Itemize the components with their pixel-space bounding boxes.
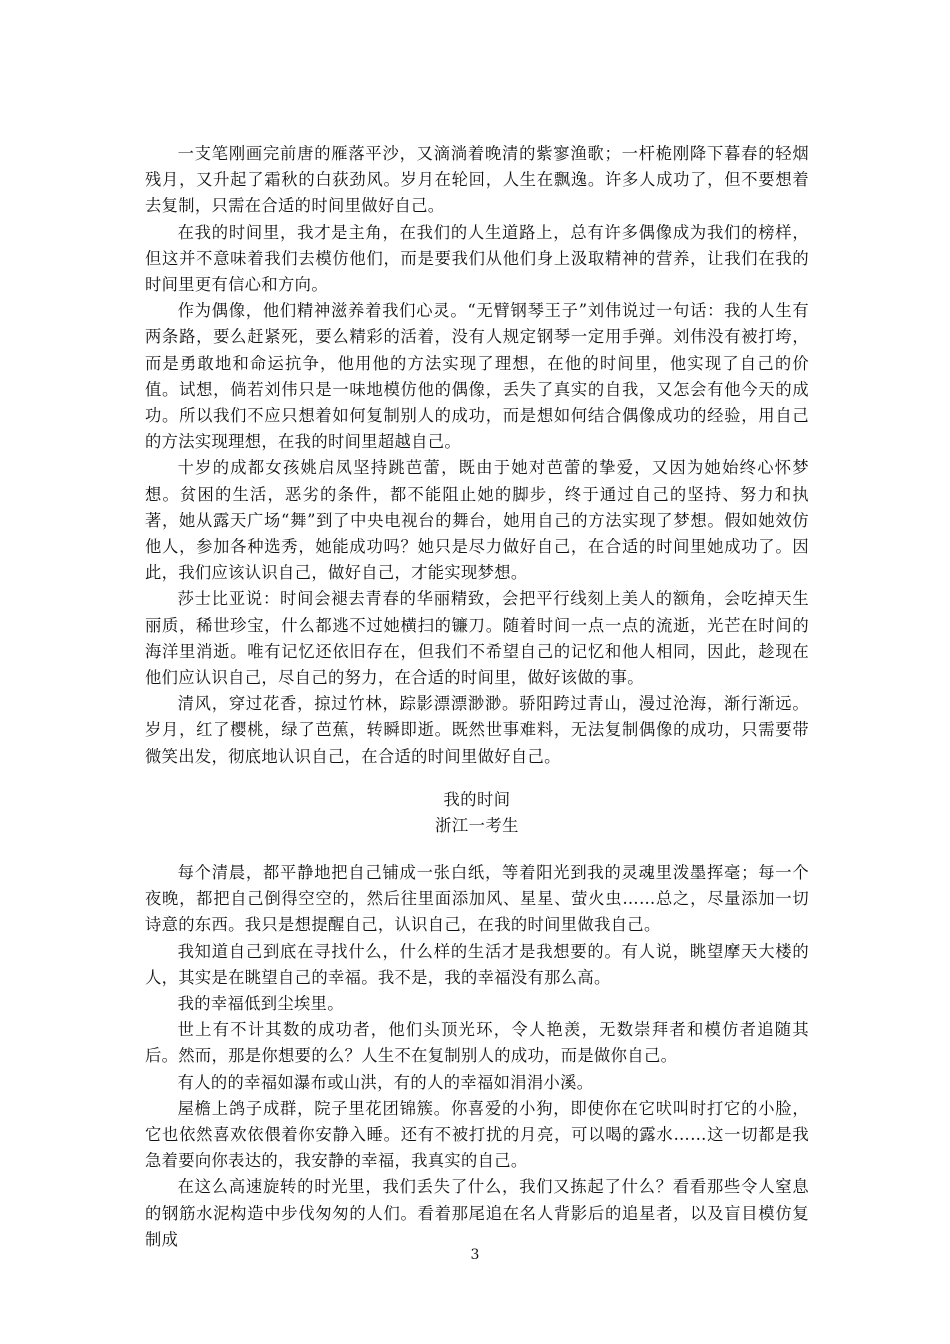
paragraph: 我的幸福低到尘埃里。 (177, 994, 344, 1014)
paragraph: 屋檐上鸽子成群，院子里花团锦簇。你喜爱的小狗，即使你在它吠叫时打它的小脸，它也依然喜欢依偎着你安静入睡。还有不被打扰的月亮，可以喝的露水……这一切都是我急着要向你表达的，我安静的幸福，我真实的自己。 (145, 1098, 809, 1171)
paragraph: 莎士比亚说：时间会褪去青春的华丽精致，会把平行线刻上美人的额角，会吃掉天生丽质，稀世珍宝，什么都逃不过她横扫的镰刀。随着时间一点一点的流逝，光芒在时间的海洋里消逝。唯有记忆还依旧存在，但我们不希望自己的记忆和他人相同，因此，趁现在他们应认识自己，尽自己的努力，在合适的时间里，做好该做的事。 (145, 589, 809, 688)
paragraph: 一支笔刚画完前唐的雁落平沙，又滴淌着晚清的紫寥渔歌；一杆桅刚降下暮春的轻烟残月，又升起了霜秋的白荻劲风。岁月在轮回，人生在飘逸。许多人成功了，但不要想着去复制，只需在合适的时间里做好自己。 (145, 144, 809, 216)
paragraph: 世上有不计其数的成功者，他们头顶光环，令人艳羡，无数崇拜者和模仿者追随其后。然而，那是你想要的么？人生不在复制别人的成功，而是做你自己。 (145, 1020, 809, 1066)
paragraph: 在这么高速旋转的时光里，我们丢失了什么，我们又拣起了什么？看看那些令人窒息的钢筋水泥构造中步伐匆匆的人们。看着那尾追在名人背影后的追星者，以及盲目模仿复制成 (145, 1177, 809, 1249)
paragraph: 清风，穿过花香，掠过竹林，踪影漂漂渺渺。骄阳跨过青山，漫过沧海，渐行渐远。岁月，红了樱桃，绿了芭蕉，转瞬即逝。既然世事难料，无法复制偶像的成功，只需要带微笑出发，彻底地认识自己，在合适的时间里做好自己。 (145, 694, 809, 766)
paragraph: 十岁的成都女孩姚启凤坚持跳芭蕾，既由于她对芭蕾的挚爱，又因为她始终心怀梦想。贫困的生活，恶劣的条件，都不能阻止她的脚步，终于通过自己的坚持、努力和执著，她从露天广场“舞”到了中央电视台的舞台，她用自己的方法实现了梦想。假如她效仿他人，参加各种选秀，她能成功吗？她只是尽力做好自己，在合适的时间里她成功了。因此，我们应该认识自己，做好自己，才能实现梦想。 (145, 458, 809, 583)
paragraph: 作为偶像，他们精神滋养着我们心灵。“无臂钢琴王子”刘伟说过一句话：我的人生有两条路，要么赶紧死，要么精彩的活着，没有人规定钢琴一定用手弹。刘伟没有被打垮，而是勇敢地和命运抗争，他用他的方法实现了理想，在他的时间里，他实现了自己的价值。试想，倘若刘伟只是一味地模仿他的偶像，丢失了真实的自我，又怎会有他今天的成功。所以我们不应只想着如何复制别人的成功，而是想如何结合偶像成功的经验，用自己的方法实现理想，在我的时间里超越自己。 (145, 301, 809, 452)
paragraph: 在我的时间里，我才是主角，在我们的人生道路上，总有许多偶像成为我们的榜样，但这并不意味着我们去模仿他们，而是要我们从他们身上汲取精神的营养，让我们在我的时间里更有信心和方向。 (145, 222, 809, 295)
paragraph: 每个清晨，都平静地把自己铺成一张白纸，等着阳光到我的灵魂里泼墨挥毫；每一个夜晚，都把自己倒得空空的，然后往里面添加风、星星、萤火虫……总之，尽量添加一切诗意的东西。我只是想提醒自己，认识自己，在我的时间里做我自己。 (145, 863, 809, 935)
essay-author: 浙江一考生 (435, 816, 519, 835)
essay-section-one (145, 141, 809, 770)
paragraph: 我知道自己到底在寻找什么，什么样的生活才是我想要的。有人说，眺望摩天大楼的人，其实是在眺望自己的幸福。我不是，我的幸福没有那么高。 (145, 941, 809, 987)
essay-title: 我的时间 (443, 790, 511, 809)
page-number: 3 (470, 1247, 480, 1263)
essay-section-two (145, 860, 809, 1253)
paragraph: 有人的的幸福如瀑布或山洪，有的人的幸福如涓涓小溪。 (177, 1072, 594, 1092)
essay-heading (145, 787, 809, 839)
